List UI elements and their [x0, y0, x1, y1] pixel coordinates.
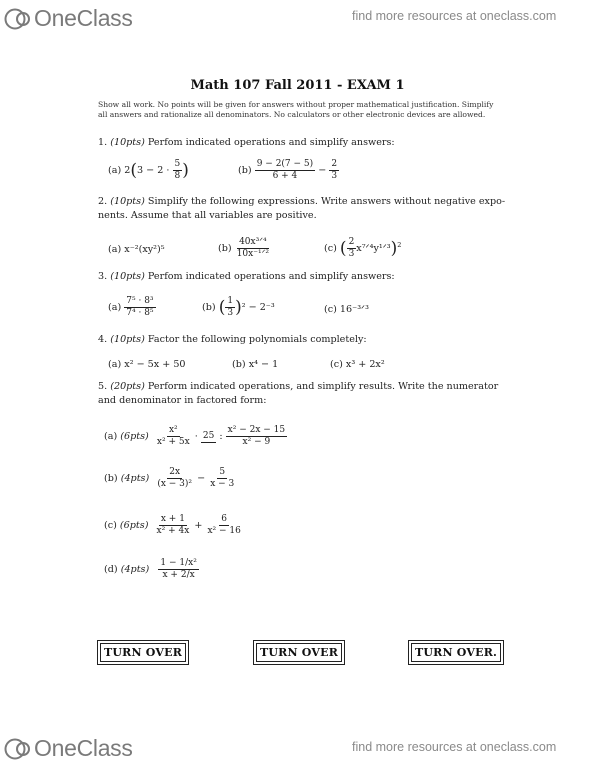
expr-text: 2 [124, 165, 131, 176]
part-points: (6pts) [119, 520, 149, 531]
q4-part-c [330, 359, 385, 370]
part-label: (a) [108, 244, 122, 255]
question-3 [98, 270, 395, 284]
expr-text: x⁻²(xy²)⁵ [124, 244, 165, 255]
oneclass-logo [4, 5, 133, 32]
q3-part-c [324, 304, 369, 315]
fraction: $\frac{2}{3}$ [348, 237, 355, 259]
question-prompt: Factor the following polynomials completely: [147, 334, 367, 345]
fraction: $\frac{6}{\text{x² − 16}}$ [207, 514, 241, 536]
question-1 [98, 136, 395, 150]
fraction: $\frac{2x}{\text{(x − 3)²}}$ [157, 467, 193, 489]
expr-text: x⁷ᐟ⁴y¹ᐟ³ [356, 243, 391, 254]
expr-text: ² − 2⁻³ [241, 302, 275, 313]
fraction: $\frac{5}{8}$ [174, 159, 181, 181]
part-label: (c) [104, 520, 117, 531]
part-label: (c) [324, 304, 337, 315]
q2-part-b [218, 237, 271, 260]
question-number: 2. [98, 196, 108, 207]
expr-text: 3 − 2 · [137, 165, 170, 176]
part-label: (b) [202, 302, 216, 313]
instructions-line-1: Show all work. No points will be given for answers without proper mathematical justification. Simplify [98, 100, 494, 109]
fraction: $\frac{x + 1}{\text{x² + 4x}}$ [156, 514, 190, 536]
expr-text: 16⁻³ᐟ³ [339, 304, 369, 315]
operator: · [194, 431, 198, 442]
question-points: (10pts) [110, 196, 145, 207]
expr-text: x² − 5x + 50 [124, 359, 186, 370]
question-points: (10pts) [110, 137, 145, 148]
fraction: $\frac{\text{x² − 2x − 15}}{\text{x² − 9}}$ [227, 425, 286, 447]
question-prompt-cont: nents. Assume that all variables are positive. [98, 210, 317, 221]
question-5 [98, 380, 538, 408]
q2-part-c: (c) ( $\frac{2}{3}$ x⁷ᐟ⁴y¹ᐟ³)$^2$ [324, 237, 402, 259]
promo-link[interactable]: find more resources at oneclass.com [352, 9, 557, 23]
instructions-line-2: all answers and rationalize all denominators. No calculators or other electronic devices are allowed. [98, 110, 486, 119]
fraction: $\frac{\text{x²}}{\text{x² + 5x}}$ [156, 425, 190, 447]
part-points: (4pts) [120, 564, 150, 575]
turn-over-box-3: TURN OVER. [411, 643, 501, 662]
question-points: (10pts) [110, 271, 145, 282]
q1-part-b [238, 159, 339, 182]
question-prompt: Perform indicated operations, and simplify results. Write the numerator [147, 381, 499, 392]
fraction: 25 [202, 430, 215, 441]
oneclass-logo-icon [4, 6, 32, 32]
promo-link-footer[interactable]: find more resources at oneclass.com [352, 740, 557, 754]
q4-part-a [108, 359, 186, 370]
part-points: (4pts) [120, 473, 150, 484]
fraction: $\frac{2}{3}$ [331, 159, 338, 181]
part-label: (a) [108, 165, 122, 176]
question-points: (10pts) [110, 334, 145, 345]
question-4 [98, 333, 367, 347]
part-label: (d) [104, 564, 118, 575]
turn-over-box-2: TURN OVER [256, 643, 342, 662]
question-points: (20pts) [110, 381, 145, 392]
fraction: $\frac{\text{1 − 1/x²}}{x + 2/x}$ [160, 558, 197, 580]
exam-title: Math 107 Fall 2011 - EXAM 1 [190, 78, 405, 93]
part-label: (b) [218, 243, 232, 254]
part-label: (c) [324, 243, 337, 254]
operator: − [318, 165, 327, 176]
fraction: $\frac{5}{x - 3}$ [210, 467, 235, 489]
operator: + [194, 520, 203, 531]
q1-part-a: (a) 2(3 − 2 · $\frac{5}{8}$ ) [108, 159, 189, 181]
part-label: (a) [108, 359, 122, 370]
question-number: 4. [98, 334, 108, 345]
question-prompt: Perfom indicated operations and simplify answers: [147, 137, 395, 148]
turn-over-box-1: TURN OVER [100, 643, 186, 662]
q4-part-b [232, 359, 278, 370]
q3-part-b: (b) ( $\frac{1}{3}$ )² − 2⁻³ [202, 296, 275, 318]
oneclass-logo-icon [4, 736, 32, 762]
q5-part-b [104, 467, 236, 490]
question-number: 3. [98, 271, 108, 282]
q5-part-d [104, 558, 199, 581]
question-prompt: Perfom indicated operations and simplify answers: [147, 271, 395, 282]
logo-text: OneClass [34, 5, 133, 31]
operator: : [219, 431, 223, 442]
q5-part-a [104, 425, 287, 448]
question-number: 1. [98, 137, 108, 148]
q2-part-a [108, 244, 165, 255]
logo-text: OneClass [34, 735, 133, 761]
part-label: (b) [232, 359, 246, 370]
fraction: $\frac{\text{7⁵ · 8³}}{\text{7⁴ · 8⁵}}$ [126, 296, 154, 318]
fraction: $\frac{9 - 2(7 - 5)}{6 + 4}$ [256, 159, 314, 181]
oneclass-logo-footer [4, 735, 133, 762]
part-label: (b) [104, 473, 118, 484]
question-2 [98, 195, 538, 223]
part-points: (6pts) [120, 431, 149, 442]
q5-part-c [104, 514, 243, 537]
part-label: (a) [104, 431, 118, 442]
question-prompt: Simplify the following expressions. Write answers without negative expo- [147, 196, 506, 207]
expr-text: x⁴ − 1 [248, 359, 279, 370]
q3-part-a [108, 296, 156, 319]
exponent: 2 [397, 240, 402, 249]
expr-text: x³ + 2x² [345, 359, 385, 370]
question-prompt-cont: and denominator in factored form: [98, 395, 267, 406]
part-label: (b) [238, 165, 252, 176]
part-label: (c) [330, 359, 343, 370]
fraction: $\frac{\text{40x³ᐟ⁴}}{\text{10x⁻¹ᐟ²}}$ [236, 237, 270, 259]
operator: − [197, 473, 206, 484]
question-number: 5. [98, 381, 108, 392]
part-label: (a) [108, 302, 122, 313]
fraction: $\frac{1}{3}$ [227, 296, 234, 318]
